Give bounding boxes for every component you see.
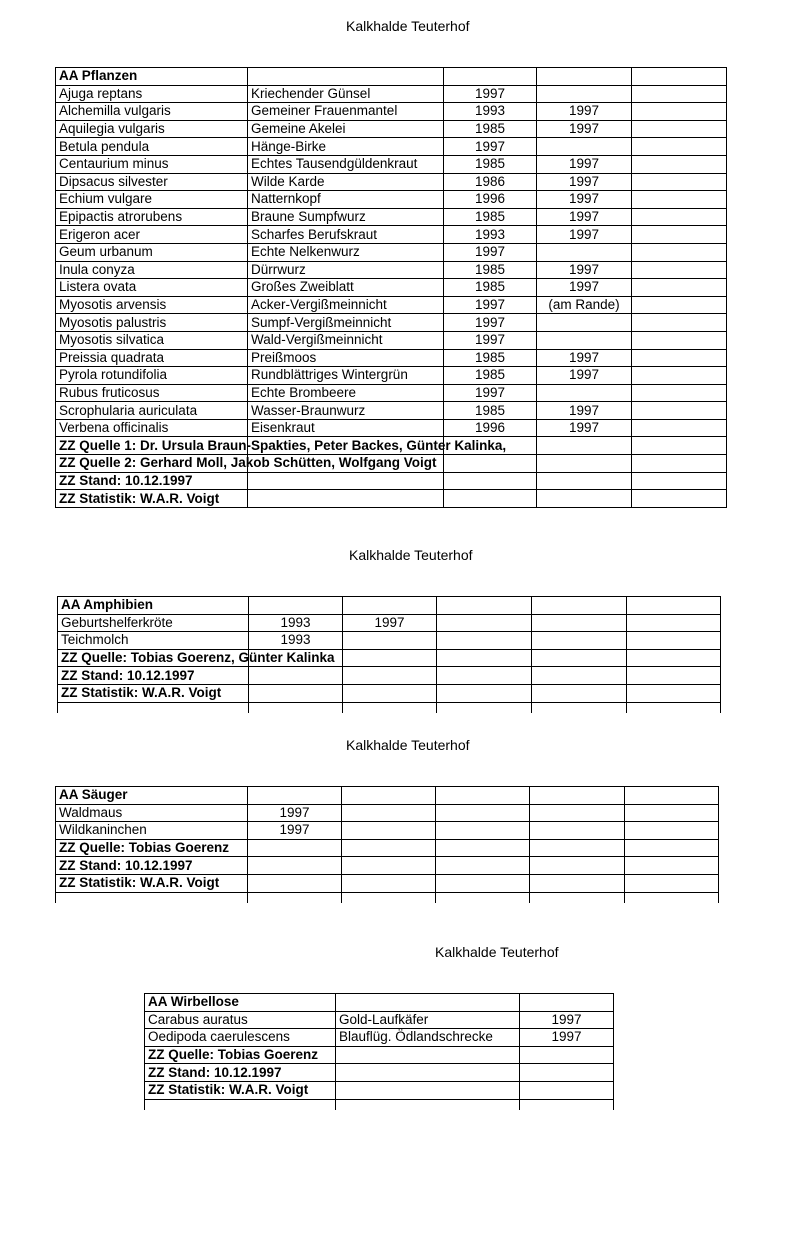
- year-second: (am Rande): [537, 296, 632, 314]
- footer-text: ZZ Statistik: W.A.R. Voigt: [56, 874, 248, 892]
- year-second: 1997: [537, 208, 632, 226]
- table-row: [56, 296, 727, 314]
- saeuger-body: [56, 787, 719, 903]
- species-common: Kriechender Günsel: [248, 85, 444, 103]
- amphibien-table: [57, 596, 721, 713]
- year-second: 1997: [537, 226, 632, 244]
- year-second: 1997: [537, 191, 632, 209]
- year-second: [537, 138, 632, 156]
- footer-row: [145, 1081, 614, 1099]
- species-common: Echte Nelkenwurz: [248, 243, 444, 261]
- year-second: 1997: [537, 419, 632, 437]
- species-latin: Epipactis atrorubens: [56, 208, 248, 226]
- species-latin: Betula pendula: [56, 138, 248, 156]
- table-row: [56, 138, 727, 156]
- table-row: [56, 155, 727, 173]
- table-row: [58, 632, 721, 650]
- table-row: [56, 279, 727, 297]
- table-row: [56, 384, 727, 402]
- footer-text: ZZ Stand: 10.12.1997: [56, 857, 248, 875]
- year-first: 1997: [520, 1011, 614, 1029]
- year-first: 1985: [444, 120, 537, 138]
- species-latin: Aquilegia vulgaris: [56, 120, 248, 138]
- footer-text: ZZ Quelle 2: Gerhard Moll, Jakob Schütten, Wolfgang Voigt: [56, 455, 248, 473]
- page-title-wirbellose: Kalkhalde Teuterhof: [435, 944, 559, 960]
- year-first: 1985: [444, 208, 537, 226]
- year-second: [537, 384, 632, 402]
- year-first: 1997: [248, 822, 342, 840]
- year-first: 1997: [444, 85, 537, 103]
- table-row: [56, 314, 727, 332]
- year-second: [343, 632, 437, 650]
- footer-text: ZZ Quelle: Tobias Goerenz, Günter Kalinka: [58, 649, 249, 667]
- year-first: 1993: [249, 632, 343, 650]
- species-common: Dürrwurz: [248, 261, 444, 279]
- footer-row: [56, 490, 727, 508]
- table-row: [56, 120, 727, 138]
- table-row: [145, 1011, 614, 1029]
- species-common: Sumpf-Vergißmeinnicht: [248, 314, 444, 332]
- wirbellose-table: [144, 993, 614, 1110]
- year-first: 1997: [444, 138, 537, 156]
- species-common: Gold-Laufkäfer: [336, 1011, 520, 1029]
- year-second: 1997: [537, 261, 632, 279]
- year-first: 1985: [444, 402, 537, 420]
- year-second: 1997: [537, 103, 632, 121]
- year-first: 1985: [444, 349, 537, 367]
- footer-text: ZZ Stand: 10.12.1997: [56, 472, 248, 490]
- species-latin: Scrophularia auriculata: [56, 402, 248, 420]
- footer-row: [56, 472, 727, 490]
- table-row: [56, 173, 727, 191]
- table-row: [56, 191, 727, 209]
- species-latin: Rubus fruticosus: [56, 384, 248, 402]
- species-latin: Preissia quadrata: [56, 349, 248, 367]
- species-latin: Centaurium minus: [56, 155, 248, 173]
- wirbellose-body: [145, 994, 614, 1110]
- year-first: 1997: [444, 243, 537, 261]
- species-latin: Verbena officinalis: [56, 419, 248, 437]
- year-first: 1993: [249, 614, 343, 632]
- table-row: [56, 402, 727, 420]
- table-row: [56, 243, 727, 261]
- table-row: [56, 367, 727, 385]
- year-second: 1997: [537, 367, 632, 385]
- species-latin: Ajuga reptans: [56, 85, 248, 103]
- species-common: Natternkopf: [248, 191, 444, 209]
- footer-row: [56, 874, 719, 892]
- year-first: 1997: [444, 384, 537, 402]
- page-title-amphibien: Kalkhalde Teuterhof: [349, 547, 473, 563]
- table-row: [58, 614, 721, 632]
- trailing-row: [58, 702, 721, 713]
- year-first: 1996: [444, 191, 537, 209]
- wirbellose-header: AA Wirbellose: [145, 994, 336, 1012]
- species-common: Wald-Vergißmeinnicht: [248, 331, 444, 349]
- year-second: 1997: [537, 120, 632, 138]
- species-common: Scharfes Berufskraut: [248, 226, 444, 244]
- species-latin: Listera ovata: [56, 279, 248, 297]
- footer-text: ZZ Stand: 10.12.1997: [58, 667, 249, 685]
- footer-row: [56, 857, 719, 875]
- table-row: [56, 804, 719, 822]
- amphibien-body: [58, 597, 721, 713]
- table-row: [56, 85, 727, 103]
- year-first: 1997: [444, 314, 537, 332]
- year-second: [537, 85, 632, 103]
- page-title-saeuger: Kalkhalde Teuterhof: [346, 737, 470, 753]
- species-common: Geburtshelferkröte: [58, 614, 249, 632]
- footer-row: [56, 437, 727, 455]
- trailing-row: [145, 1099, 614, 1110]
- year-second: 1997: [537, 349, 632, 367]
- species-common: Braune Sumpfwurz: [248, 208, 444, 226]
- footer-row: [56, 839, 719, 857]
- table-row: [56, 208, 727, 226]
- footer-text: ZZ Statistik: W.A.R. Voigt: [145, 1081, 336, 1099]
- species-common: Rundblättriges Wintergrün: [248, 367, 444, 385]
- species-latin: Alchemilla vulgaris: [56, 103, 248, 121]
- species-latin: Oedipoda caerulescens: [145, 1029, 336, 1047]
- saeuger-header: AA Säuger: [56, 787, 248, 805]
- species-common: Echte Brombeere: [248, 384, 444, 402]
- footer-text: ZZ Statistik: W.A.R. Voigt: [56, 490, 248, 508]
- species-latin: Myosotis silvatica: [56, 331, 248, 349]
- species-latin: Myosotis arvensis: [56, 296, 248, 314]
- species-common: Preißmoos: [248, 349, 444, 367]
- pflanzen-header: AA Pflanzen: [56, 68, 248, 86]
- species-latin: Echium vulgare: [56, 191, 248, 209]
- year-first: 1993: [444, 103, 537, 121]
- species-common: Gemeiner Frauenmantel: [248, 103, 444, 121]
- footer-text: ZZ Statistik: W.A.R. Voigt: [58, 684, 249, 702]
- species-common: Waldmaus: [56, 804, 248, 822]
- year-second: 1997: [537, 155, 632, 173]
- footer-row: [58, 684, 721, 702]
- species-common: Wasser-Braunwurz: [248, 402, 444, 420]
- year-first: 1996: [444, 419, 537, 437]
- species-latin: Inula conyza: [56, 261, 248, 279]
- species-common: Wilde Karde: [248, 173, 444, 191]
- table-row: [56, 103, 727, 121]
- species-common: Teichmolch: [58, 632, 249, 650]
- species-common: Echtes Tausendgüldenkraut: [248, 155, 444, 173]
- species-latin: Pyrola rotundifolia: [56, 367, 248, 385]
- species-common: Hänge-Birke: [248, 138, 444, 156]
- year-second: 1997: [537, 402, 632, 420]
- year-first: 1997: [444, 331, 537, 349]
- footer-row: [145, 1064, 614, 1082]
- species-common: Acker-Vergißmeinnicht: [248, 296, 444, 314]
- species-common: Wildkaninchen: [56, 822, 248, 840]
- saeuger-table: [55, 786, 719, 903]
- year-second: [537, 243, 632, 261]
- year-first: 1985: [444, 279, 537, 297]
- year-second: [537, 314, 632, 332]
- pflanzen-table: [55, 67, 727, 508]
- year-first: 1997: [444, 296, 537, 314]
- year-first: 1985: [444, 261, 537, 279]
- table-row: [56, 261, 727, 279]
- year-second: 1997: [537, 279, 632, 297]
- species-latin: Dipsacus silvester: [56, 173, 248, 191]
- footer-row: [145, 1046, 614, 1064]
- year-first: 1997: [520, 1029, 614, 1047]
- species-common: Eisenkraut: [248, 419, 444, 437]
- table-row: [145, 1029, 614, 1047]
- pflanzen-body: [56, 68, 727, 508]
- year-second: 1997: [537, 173, 632, 191]
- amphibien-header: AA Amphibien: [58, 597, 249, 615]
- page-title: Kalkhalde Teuterhof: [346, 18, 470, 34]
- species-latin: Carabus auratus: [145, 1011, 336, 1029]
- year-first: 1993: [444, 226, 537, 244]
- table-row: [56, 331, 727, 349]
- year-first: 1985: [444, 367, 537, 385]
- table-row: [56, 349, 727, 367]
- species-latin: Myosotis palustris: [56, 314, 248, 332]
- footer-text: ZZ Quelle: Tobias Goerenz: [56, 839, 248, 857]
- footer-row: [58, 667, 721, 685]
- table-row: [56, 226, 727, 244]
- trailing-row: [56, 892, 719, 903]
- year-first: 1985: [444, 155, 537, 173]
- year-second: 1997: [343, 614, 437, 632]
- footer-text: ZZ Quelle 1: Dr. Ursula Braun-Spakties, Peter Backes, Günter Kalinka,: [56, 437, 248, 455]
- species-common: Gemeine Akelei: [248, 120, 444, 138]
- year-first: 1986: [444, 173, 537, 191]
- table-row: [56, 822, 719, 840]
- footer-row: [58, 649, 721, 667]
- species-latin: Geum urbanum: [56, 243, 248, 261]
- year-first: 1997: [248, 804, 342, 822]
- species-common: Großes Zweiblatt: [248, 279, 444, 297]
- species-common: Blauflüg. Ödlandschrecke: [336, 1029, 520, 1047]
- year-second: [537, 331, 632, 349]
- species-latin: Erigeron acer: [56, 226, 248, 244]
- footer-text: ZZ Quelle: Tobias Goerenz: [145, 1046, 336, 1064]
- table-row: [56, 419, 727, 437]
- footer-row: [56, 455, 727, 473]
- footer-text: ZZ Stand: 10.12.1997: [145, 1064, 336, 1082]
